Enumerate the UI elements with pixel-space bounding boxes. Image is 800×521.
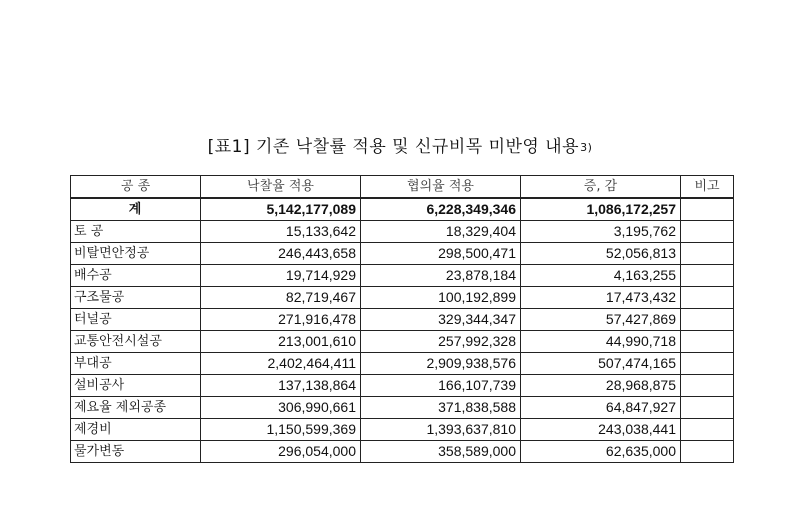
row-bid-rate: 1,150,599,369 xyxy=(201,419,361,441)
row-negotiated-rate: 23,878,184 xyxy=(361,265,521,287)
row-note xyxy=(681,287,734,309)
row-difference: 28,968,875 xyxy=(521,375,681,397)
row-bid-rate: 271,916,478 xyxy=(201,309,361,331)
row-note xyxy=(681,397,734,419)
row-work-type: 배수공 xyxy=(71,265,201,287)
row-work-type: 토 공 xyxy=(71,221,201,243)
total-bid-rate: 5,142,177,089 xyxy=(201,198,361,221)
total-difference: 1,086,172,257 xyxy=(521,198,681,221)
table-row xyxy=(71,419,734,441)
row-bid-rate: 19,714,929 xyxy=(201,265,361,287)
row-bid-rate: 137,138,864 xyxy=(201,375,361,397)
row-difference: 52,056,813 xyxy=(521,243,681,265)
header-bid-rate: 낙찰율 적용 xyxy=(201,176,361,199)
row-negotiated-rate: 166,107,739 xyxy=(361,375,521,397)
row-work-type: 부대공 xyxy=(71,353,201,375)
cost-comparison-table xyxy=(70,175,734,463)
row-difference: 64,847,927 xyxy=(521,397,681,419)
total-row xyxy=(71,198,734,221)
row-note xyxy=(681,309,734,331)
row-bid-rate: 2,402,464,411 xyxy=(201,353,361,375)
row-note xyxy=(681,441,734,463)
row-difference: 44,990,718 xyxy=(521,331,681,353)
table-row xyxy=(71,397,734,419)
table-row xyxy=(71,441,734,463)
row-negotiated-rate: 100,192,899 xyxy=(361,287,521,309)
row-work-type: 터널공 xyxy=(71,309,201,331)
row-note xyxy=(681,243,734,265)
table-row xyxy=(71,309,734,331)
footnote-marker: 3) xyxy=(580,141,593,154)
row-difference: 243,038,441 xyxy=(521,419,681,441)
row-note xyxy=(681,265,734,287)
table-title xyxy=(0,132,800,157)
row-note xyxy=(681,375,734,397)
table-row xyxy=(71,265,734,287)
row-note xyxy=(681,419,734,441)
row-negotiated-rate: 18,329,404 xyxy=(361,221,521,243)
row-work-type: 설비공사 xyxy=(71,375,201,397)
row-negotiated-rate: 257,992,328 xyxy=(361,331,521,353)
header-work-type: 공 종 xyxy=(71,176,201,199)
row-bid-rate: 246,443,658 xyxy=(201,243,361,265)
table-row xyxy=(71,221,734,243)
row-negotiated-rate: 298,500,471 xyxy=(361,243,521,265)
row-work-type: 교통안전시설공 xyxy=(71,331,201,353)
table-row xyxy=(71,375,734,397)
row-work-type: 구조물공 xyxy=(71,287,201,309)
row-difference: 17,473,432 xyxy=(521,287,681,309)
row-work-type: 물가변동 xyxy=(71,441,201,463)
row-difference: 4,163,255 xyxy=(521,265,681,287)
row-negotiated-rate: 329,344,347 xyxy=(361,309,521,331)
row-negotiated-rate: 1,393,637,810 xyxy=(361,419,521,441)
row-difference: 3,195,762 xyxy=(521,221,681,243)
row-negotiated-rate: 358,589,000 xyxy=(361,441,521,463)
header-negotiated-rate: 협의율 적용 xyxy=(361,176,521,199)
row-negotiated-rate: 2,909,938,576 xyxy=(361,353,521,375)
row-bid-rate: 306,990,661 xyxy=(201,397,361,419)
total-negotiated-rate: 6,228,349,346 xyxy=(361,198,521,221)
table-title-text: [표1] 기존 낙찰률 적용 및 신규비목 미반영 내용 xyxy=(207,137,580,157)
row-note xyxy=(681,331,734,353)
table-row xyxy=(71,287,734,309)
table-row xyxy=(71,331,734,353)
row-difference: 57,427,869 xyxy=(521,309,681,331)
table-row xyxy=(71,243,734,265)
row-negotiated-rate: 371,838,588 xyxy=(361,397,521,419)
row-note xyxy=(681,221,734,243)
row-bid-rate: 82,719,467 xyxy=(201,287,361,309)
row-difference: 62,635,000 xyxy=(521,441,681,463)
table-row xyxy=(71,353,734,375)
total-note xyxy=(681,198,734,221)
header-difference: 증, 감 xyxy=(521,176,681,199)
header-note: 비고 xyxy=(681,176,734,199)
row-bid-rate: 15,133,642 xyxy=(201,221,361,243)
row-bid-rate: 213,001,610 xyxy=(201,331,361,353)
row-note xyxy=(681,353,734,375)
row-work-type: 제요율 제외공종 xyxy=(71,397,201,419)
row-bid-rate: 296,054,000 xyxy=(201,441,361,463)
table-header-row xyxy=(71,176,734,199)
total-label: 계 xyxy=(71,198,201,221)
row-work-type: 제경비 xyxy=(71,419,201,441)
row-work-type: 비탈면안정공 xyxy=(71,243,201,265)
row-difference: 507,474,165 xyxy=(521,353,681,375)
